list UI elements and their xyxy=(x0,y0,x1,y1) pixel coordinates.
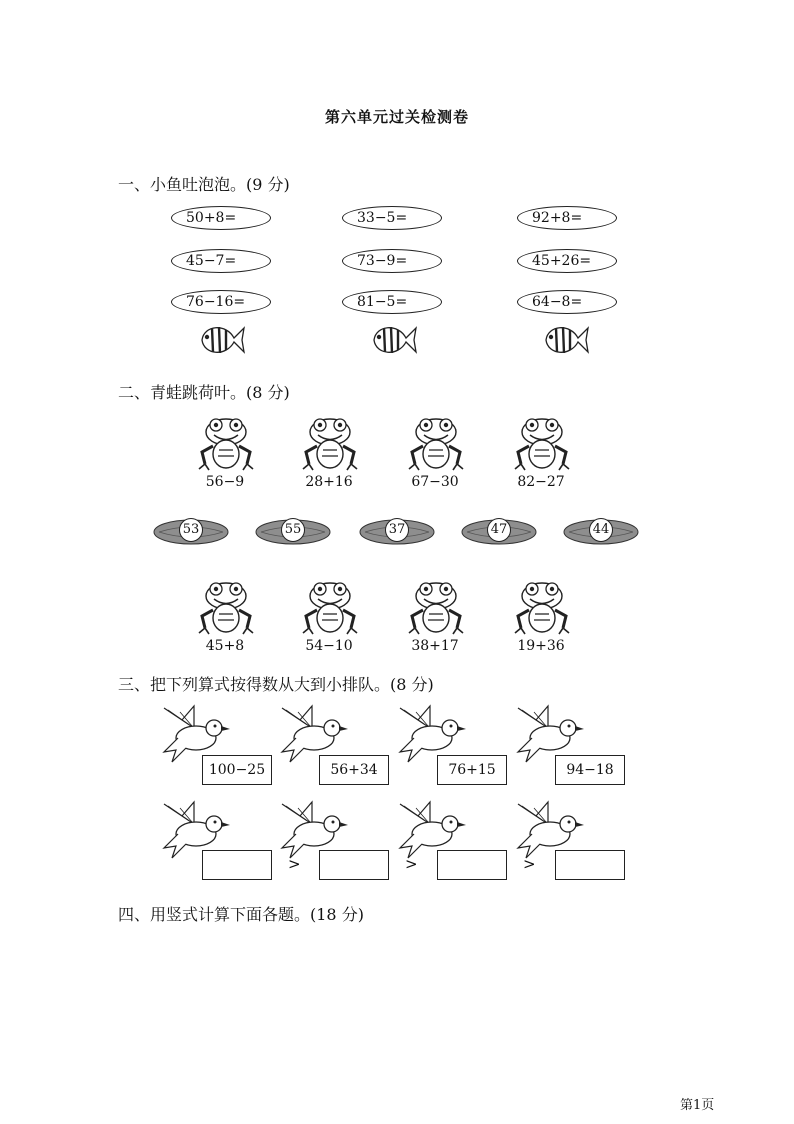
frog-icon xyxy=(301,414,359,472)
dove-expression-box-1: 100−25 xyxy=(202,755,272,785)
bubble-9: 64−8= xyxy=(517,290,617,314)
bubble-4: 45−7= xyxy=(171,249,271,273)
bubble-1: 50+8= xyxy=(171,206,271,230)
frog-icon xyxy=(197,578,255,636)
frog-icon xyxy=(407,578,465,636)
frog-icon xyxy=(197,414,255,472)
bubble-8: 81−5= xyxy=(342,290,442,314)
page-number: 第1页 xyxy=(680,1098,715,1113)
frog-expression-6: 54−10 xyxy=(305,638,353,654)
answer-box-1[interactable] xyxy=(202,850,272,880)
answer-box-4[interactable] xyxy=(555,850,625,880)
answer-box-3[interactable] xyxy=(437,850,507,880)
section-heading-2: 二、青蛙跳荷叶。(8 分) xyxy=(118,383,290,402)
frog-expression-4: 82−27 xyxy=(517,474,565,490)
frog-icon xyxy=(407,414,465,472)
lily-pad-number-3: 37 xyxy=(385,518,409,542)
frog-icon xyxy=(513,578,571,636)
bubble-5: 73−9= xyxy=(342,249,442,273)
frog-icon xyxy=(301,578,359,636)
frog-expression-8: 19+36 xyxy=(517,638,565,654)
dove-expression-box-3: 76+15 xyxy=(437,755,507,785)
lily-pad-number-2: 55 xyxy=(281,518,305,542)
frog-expression-7: 38+17 xyxy=(411,638,459,654)
answer-box-2[interactable] xyxy=(319,850,389,880)
greater-than-sign-3: > xyxy=(523,855,536,873)
fish-icon xyxy=(196,320,246,360)
page-title: 第六单元过关检测卷 xyxy=(324,108,469,126)
frog-expression-3: 67−30 xyxy=(411,474,459,490)
bubble-2: 33−5= xyxy=(342,206,442,230)
frog-expression-5: 45+8 xyxy=(205,638,245,654)
lily-pad-number-4: 47 xyxy=(487,518,511,542)
greater-than-sign-2: > xyxy=(405,855,418,873)
frog-expression-1: 56−9 xyxy=(205,474,245,490)
section-heading-4: 四、用竖式计算下面各题。(18 分) xyxy=(118,905,364,924)
lily-pad-number-5: 44 xyxy=(589,518,613,542)
frog-expression-2: 28+16 xyxy=(305,474,353,490)
lily-pad-number-1: 53 xyxy=(179,518,203,542)
dove-expression-box-2: 56+34 xyxy=(319,755,389,785)
bubble-6: 45+26= xyxy=(517,249,617,273)
frog-icon xyxy=(513,414,571,472)
dove-expression-box-4: 94−18 xyxy=(555,755,625,785)
fish-icon xyxy=(368,320,418,360)
fish-icon xyxy=(540,320,590,360)
section-heading-1: 一、小鱼吐泡泡。(9 分) xyxy=(118,175,290,194)
greater-than-sign-1: > xyxy=(288,855,301,873)
bubble-3: 92+8= xyxy=(517,206,617,230)
section-heading-3: 三、把下列算式按得数从大到小排队。(8 分) xyxy=(118,675,434,694)
bubble-7: 76−16= xyxy=(171,290,271,314)
